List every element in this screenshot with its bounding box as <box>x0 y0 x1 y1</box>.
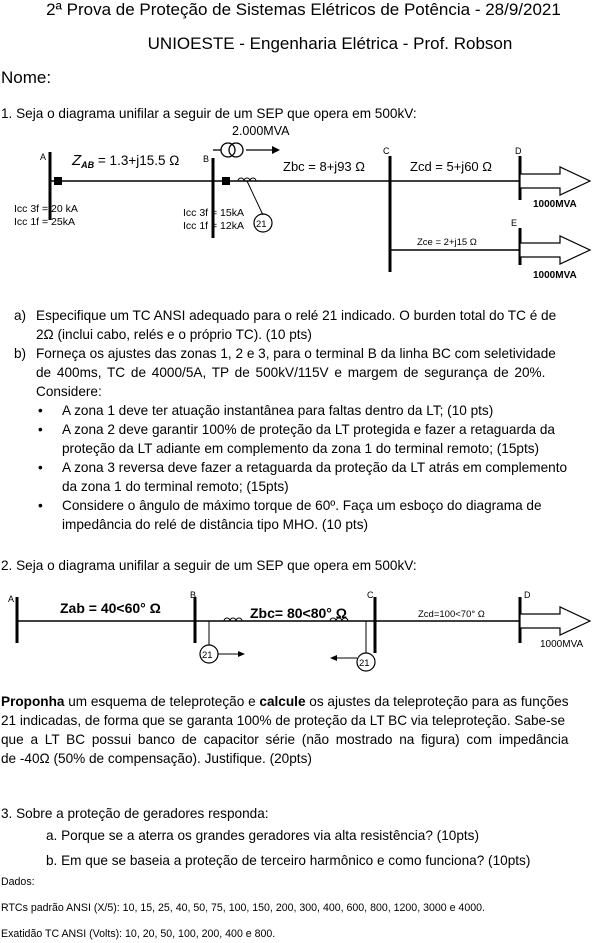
load-d-arrow <box>520 607 590 635</box>
exam-title: 2ª Prova de Proteção de Sistemas Elétricos de Potência - 28/9/2021 <box>46 0 561 19</box>
relay-21-label: 21 <box>256 219 267 230</box>
zcd-label: Zcd = 5+j60 Ω <box>410 159 492 174</box>
bus-b-label: B <box>190 590 197 600</box>
bullet-zone-2-l1: A zona 2 deve garantir 100% de proteção da LT protegida e fazer a retaguarda da <box>62 422 555 437</box>
question-2-prompt: 2. Seja o diagrama unifilar a seguir de um SEP que opera em 500kV: <box>1 558 417 573</box>
zab-label: Zab = 40<60° Ω <box>60 600 161 616</box>
icc-b-3f: Icc 3f = 15kA <box>183 207 244 219</box>
diagram-1 <box>0 120 607 285</box>
icc-a-3f: Icc 3f = 20 kA <box>14 203 78 215</box>
zce-label: Zce = 2+j15 Ω <box>417 237 477 248</box>
bus-b-label: B <box>203 154 210 164</box>
bus-a-label: A <box>8 594 15 604</box>
diagram-2 <box>0 585 607 680</box>
zab-label: $Z_{AB} = 1.3+j15.5$ Ω <box>72 152 180 170</box>
bullet-zone-2-l2: proteção da LT adiante em complemento da zona 1 do terminal remoto; (15pts) <box>62 441 540 456</box>
icc-b-1f: Icc 1f = 12kA <box>183 220 244 232</box>
relay-21-b-label: 21 <box>202 650 213 661</box>
bus-e-label: E <box>511 218 518 228</box>
exam-subtitle: UNIOESTE - Engenharia Elétrica - Prof. Robson <box>147 34 513 53</box>
bus-d-label: D <box>515 146 522 156</box>
bullet-mho-l1: Considere o ângulo de máximo torque de 60º. Faça um esboço do diagrama de <box>62 498 542 513</box>
zcd-label: Zcd=100<70° Ω <box>418 609 485 620</box>
bus-a-label: A <box>40 152 47 162</box>
name-label: Nome: <box>1 68 52 87</box>
question-3-prompt: 3. Sobre a proteção de geradores responda: <box>1 806 269 821</box>
bus-c-label: C <box>383 146 390 156</box>
breaker-a <box>54 177 62 185</box>
load-d-label: 1000MVA <box>540 639 584 650</box>
load-e-arrow <box>520 236 590 264</box>
bullet-zone-1: A zona 1 deve ter atuação instantânea para faltas dentro da LT; (10 pts) <box>62 403 494 418</box>
question-3-item-b: b. Em que se baseia a proteção de terceiro harmônico e como funciona? (10pts) <box>46 853 531 868</box>
dados-title: Dados: <box>1 876 35 888</box>
dados-rtc: RTCs padrão ANSI (X/5): 10, 15, 25, 40, 50, 75, 100, 150, 200, 300, 400, 600, 800, 1200, 3000 e 4000. <box>1 902 485 914</box>
question-3-item-a: a. Porque se a aterra os grandes geradores via alta resistência? (10pts) <box>46 828 479 843</box>
zbc-label: Zbc = 8+j93 Ω <box>283 159 365 174</box>
source-label: 2.000MVA <box>232 124 290 138</box>
load-e-label: 1000MVA <box>533 270 577 281</box>
generator-circle-2 <box>221 143 235 157</box>
generator-circle-1 <box>229 143 243 157</box>
icc-a-1f: Icc 1f = 25kA <box>14 216 75 228</box>
question-1-prompt: 1. Seja o diagrama unifilar a seguir de um SEP que opera em 500kV: <box>1 106 417 121</box>
bullet-zone-3-l1: A zona 3 reversa deve fazer a retaguarda da proteção da LT atrás em complemento <box>62 460 568 475</box>
bullet-zone-3-l2: da zona 1 do terminal remoto; (15pts) <box>62 479 289 494</box>
dados-exatidao: Exatidão TC ANSI (Volts): 10, 20, 50, 100, 200, 400 e 800. <box>1 928 276 940</box>
zbc-label: Zbc= 80<80° Ω <box>250 605 347 621</box>
bus-c-label: C <box>367 590 374 600</box>
relay-21-c-label: 21 <box>359 658 370 669</box>
load-d-arrow <box>520 167 590 195</box>
bullet-mho-l2: impedância do relé de distância tipo MHO. (10 pts) <box>62 517 369 532</box>
load-d-label: 1000MVA <box>533 199 577 210</box>
breaker-b <box>222 177 230 185</box>
bus-d-label: D <box>524 590 531 600</box>
